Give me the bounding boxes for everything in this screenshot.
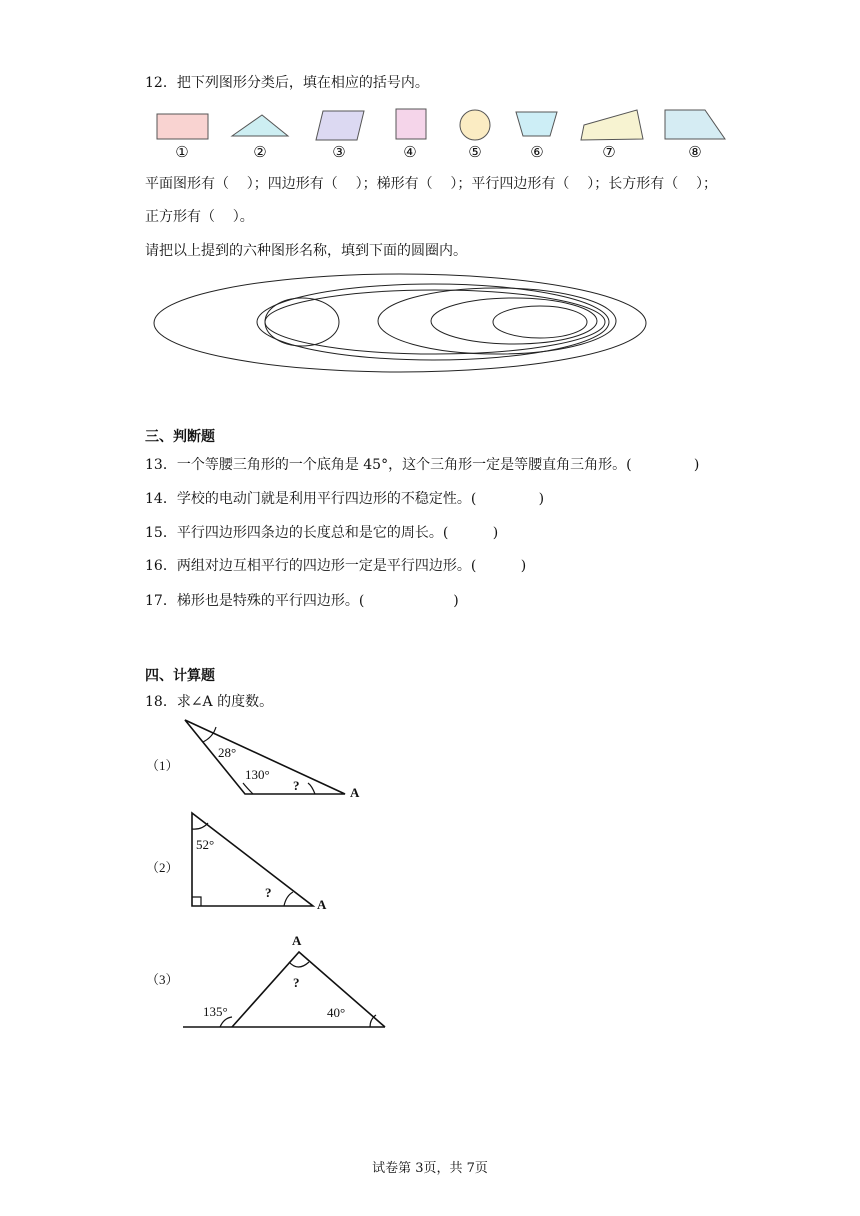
judge-item-17: 17．梯形也是特殊的平行四边形。( ): [145, 593, 459, 609]
shape-label-5: ⑤: [468, 143, 482, 161]
shape-label-2: ②: [253, 143, 267, 161]
q18-prompt: 18．求∠A 的度数。: [145, 694, 274, 710]
judge-item-14: 14．学校的电动门就是利用平行四边形的不稳定性。( ): [145, 491, 545, 507]
q12-fill-line-1: 平面图形有（ ）；四边形有（ ）；梯形有（ ）；平行四边形有（ ）；长方形有（ ）；: [145, 176, 718, 192]
angle-2-52: 52°: [196, 837, 215, 852]
vertex-2-A: A: [317, 897, 327, 912]
q12-instruction: 请把以上提到的六种图形名称，填到下面的圆圈内。: [145, 243, 467, 259]
judge-item-16: 16．两组对边互相平行的四边形一定是平行四边形。( ): [145, 558, 527, 574]
q12-prompt: 12．把下列图形分类后，填在相应的括号内。: [145, 75, 429, 91]
section3-title: 三、判断题: [145, 429, 215, 445]
part-1-label: （1）: [146, 758, 179, 773]
vertex-1-A: A: [350, 785, 360, 800]
angle-3-135: 135°: [203, 1004, 228, 1019]
page-footer: 试卷第 3页，共 7页: [372, 1161, 488, 1176]
section4-title: 四、计算题: [145, 668, 215, 684]
shape-label-7: ⑦: [602, 143, 616, 161]
angle-1-130: 130°: [245, 767, 270, 782]
angle-3-40: 40°: [327, 1005, 346, 1020]
part-3-label: （3）: [146, 972, 179, 987]
angle-3-unknown: ?: [293, 975, 300, 990]
judge-item-15: 15．平行四边形四条边的长度总和是它的周长。( ): [145, 525, 499, 541]
shape-label-8: ⑧: [688, 143, 702, 161]
angle-1-28: 28°: [218, 745, 237, 760]
shape-label-4: ④: [403, 143, 417, 161]
q12-fill-line-2: 正方形有（ ）。: [145, 209, 254, 225]
shape-label-3: ③: [332, 143, 346, 161]
angle-1-unknown: ?: [293, 778, 300, 793]
judge-item-13: 13．一个等腰三角形的一个底角是 45°，这个三角形一定是等腰直角三角形。( ): [145, 457, 700, 473]
part-2-label: （2）: [146, 860, 179, 875]
angle-2-unknown: ?: [265, 885, 272, 900]
shape-label-1: ①: [175, 143, 189, 161]
shape-label-6: ⑥: [530, 143, 544, 161]
vertex-3-A: A: [292, 933, 302, 948]
